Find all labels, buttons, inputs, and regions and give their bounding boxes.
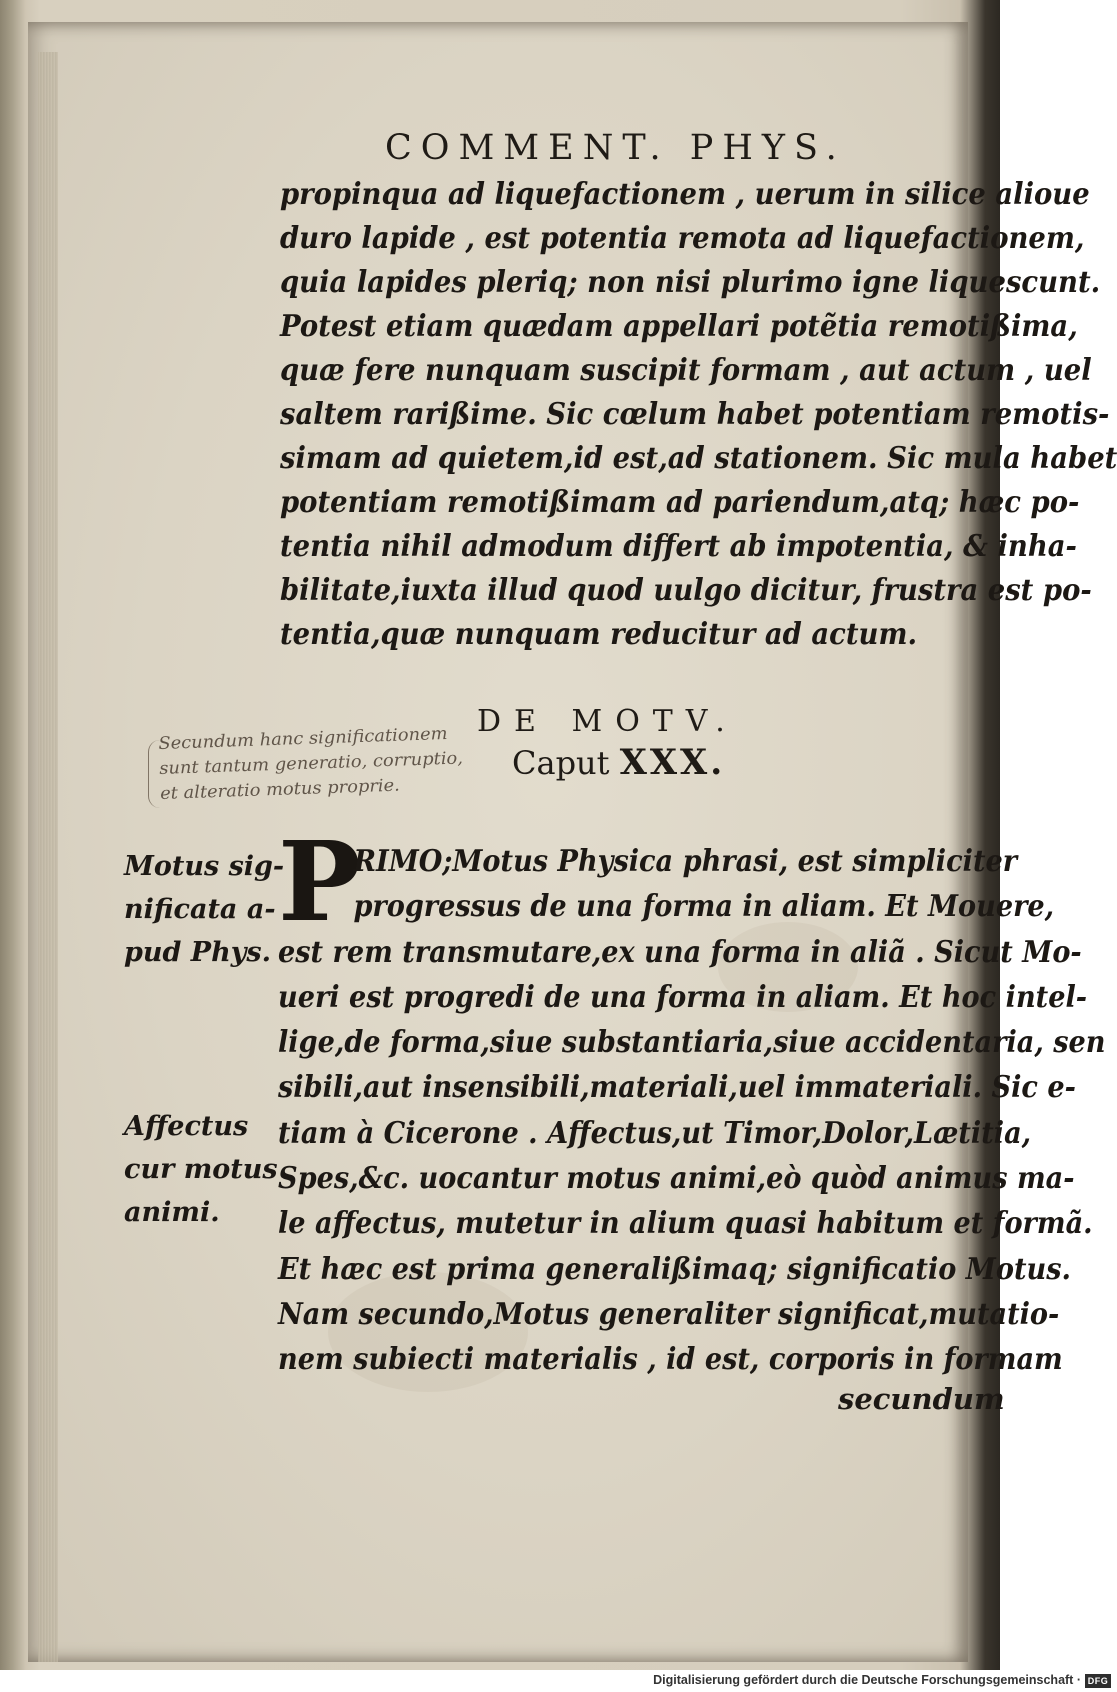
text-line: Et hæc est prima generalißimaq; significatio Motus.	[278, 1250, 1071, 1286]
text-line: tiam à Cicerone . Affectus,ut Timor,Dolor,Lætitia,	[278, 1114, 1032, 1150]
chapter-number: XXX.	[619, 742, 726, 783]
margin-note-line: cur motus	[124, 1154, 278, 1185]
margin-note-line: nificata a-	[124, 894, 276, 925]
section-title: DE MOTV.	[477, 704, 738, 739]
running-header: COMMENT. PHYS.	[385, 128, 846, 168]
text-line: le affectus, mutetur in alium quasi habitum et formã.	[278, 1205, 1093, 1241]
margin-note-line: pud Phys.	[124, 937, 272, 968]
text-line: potentiam remotißimam ad pariendum,atq; hæc po-	[280, 484, 1080, 519]
top-text-block	[280, 172, 1117, 656]
text-line: sibili,aut insensibili,materiali,uel immateriali. Sic e-	[278, 1069, 1076, 1105]
margin-note-affectus	[124, 1105, 278, 1234]
catchword: secundum	[838, 1382, 1005, 1416]
text-line: bilitate,iuxta illud quod uulgo dicitur, frustra est po-	[280, 572, 1092, 607]
chapter-label: Caput	[512, 744, 610, 782]
text-line: ueri est progredi de una forma in aliam. Et hoc intel-	[278, 978, 1088, 1014]
page-edges	[38, 52, 58, 1662]
dfg-logo: DFG	[1085, 1674, 1111, 1688]
text-line: quia lapides pleriq; non nisi plurimo igne liquescunt.	[280, 264, 1101, 299]
margin-note-line: animi.	[124, 1197, 220, 1228]
text-line: tentia,quæ nunquam reducitur ad actum.	[280, 616, 918, 651]
text-line: Nam secundo,Motus generaliter significat,mutatio-	[278, 1295, 1060, 1331]
text-line: lige,de forma,siue substantiaria,siue accidentaria, sen	[278, 1024, 1106, 1060]
margin-note-line: Affectus	[124, 1111, 249, 1142]
handwritten-line: et alteratio motus proprie.	[159, 775, 401, 804]
drop-cap: P	[278, 817, 361, 946]
text-line: quæ fere nunquam suscipit formam , aut actum , uel	[280, 352, 1092, 387]
text-line: Spes,&c. uocantur motus animi,eò quòd animus ma-	[278, 1160, 1075, 1196]
digitization-credit: Digitalisierung gefördert durch die Deutsche Forschungsgemeinschaft ·	[653, 1673, 1081, 1687]
text-line: duro lapide , est potentia remota ad liquefactionem,	[280, 220, 1085, 255]
text-line: saltem rarißime. Sic cœlum habet potentiam remotis-	[280, 396, 1110, 431]
text-line: Potest etiam quædam appellari potẽtia remotißima,	[280, 308, 1078, 343]
text-line: nem subiecti materialis , id est, corporis in formam	[278, 1341, 1063, 1377]
handwritten-line: Secundum hanc significationem	[158, 723, 448, 754]
text-line: est rem transmutare,ex una forma in aliã . Sicut Mo-	[278, 933, 1082, 969]
text-line: progressus de una forma in aliam. Et Mouere,	[353, 888, 1055, 924]
chapter-title	[512, 742, 725, 783]
handwritten-annotation	[158, 721, 464, 807]
handwritten-line: sunt tantum generatio, corruptio,	[158, 748, 464, 779]
margin-note-line: Motus sig-	[124, 851, 285, 882]
margin-note-motus	[124, 845, 284, 974]
text-line: RIMO;Motus Physica phrasi, est simpliciter	[353, 843, 1018, 878]
text-line: tentia nihil admodum differt ab impotentia, & inha-	[280, 528, 1077, 563]
main-text-block	[278, 838, 1106, 1382]
text-line: simam ad quietem,id est,ad stationem. Sic mula habet	[280, 440, 1117, 475]
text-line: propinqua ad liquefactionem , uerum in silice alioue	[280, 176, 1090, 211]
